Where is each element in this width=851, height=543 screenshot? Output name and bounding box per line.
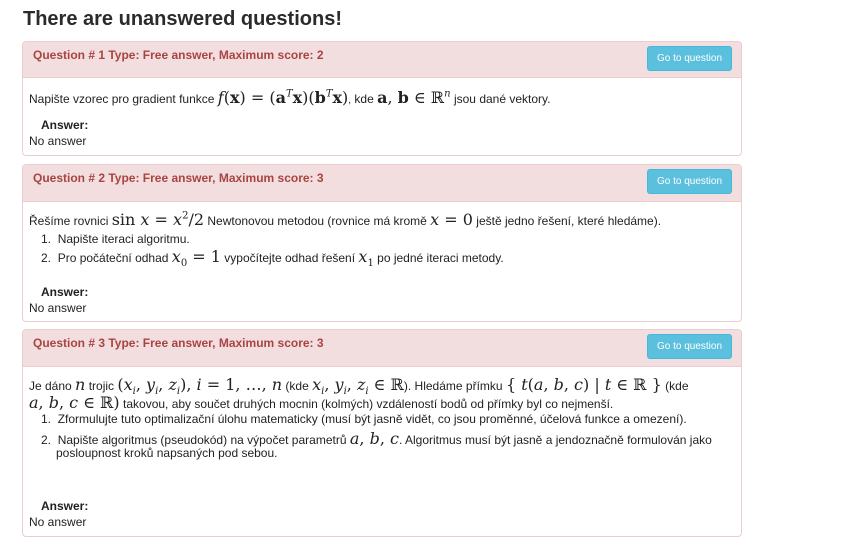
question-heading-1: [23, 42, 741, 78]
math-formula: a, b, c ∈ ℝ): [29, 393, 120, 412]
question-heading-3: [23, 330, 741, 367]
question-text-3b: a, b, c ∈ ℝ) takovou, aby součet druhých mocnin (kolmých) vzdáleností bodů od přímky byl co nejmenší.: [29, 393, 614, 412]
question-title-3: Question # 3 Type: Free answer, Maximum score: 3: [33, 336, 324, 350]
math-formula: $x_1$: [358, 247, 374, 270]
answer-value-3: No answer: [29, 515, 87, 529]
answer-label-2: Answer:: [41, 285, 89, 299]
math-formula: n: [75, 375, 86, 394]
page-title: There are unanswered questions!: [23, 8, 342, 30]
math-formula: a, b ∈ ℝ$^n$: [377, 88, 451, 107]
answer-value-2: No answer: [29, 301, 87, 315]
math-formula: $\sin x = x^2/2$: [111, 210, 205, 229]
math-formula: x = 0: [430, 210, 473, 229]
question-body-3: [23, 367, 741, 537]
question-panel-2: [22, 164, 742, 322]
question-text-1: Napište vzorec pro gradient funkce $f(x) = (a^Tx)(b^Tx)$, kde a, b ∈ ℝ$^n$ jsou dané vektory.: [29, 88, 551, 107]
math-formula: { t(a, b, c) | t ∈ ℝ }: [505, 375, 662, 394]
question-title-2: Question # 2 Type: Free answer, Maximum score: 3: [33, 171, 324, 185]
question-body-2: [23, 202, 741, 322]
go-to-question-2-button[interactable]: Go to question: [647, 169, 732, 194]
question-panel-1: [22, 41, 742, 156]
question-title-1: Question # 1 Type: Free answer, Maximum score: 2: [33, 48, 324, 62]
list-item: 2. Pro počáteční odhad $x_0 = 1$ vypočítejte odhad řešení $x_1$ po jedné iteraci metody.: [41, 247, 504, 270]
math-formula: $x_i$, $y_i$, $z_i$ ∈ ℝ: [312, 375, 404, 398]
list-item-continuation: posloupnost kroků napsaných pod sebou.: [56, 446, 278, 460]
list-item: 1. Zformulujte tuto optimalizační úlohu matematicky (musí být jasně vidět, co jsou proměnné, účelová funkce a omezení).: [41, 412, 687, 426]
question-heading-2: [23, 165, 741, 202]
go-to-question-1-button[interactable]: Go to question: [647, 46, 732, 71]
answer-value-1: No answer: [29, 134, 87, 148]
math-formula: ($x_i$, $y_i$, $z_i$), i = 1, …, n: [117, 375, 283, 398]
math-formula: $x_0 = 1$: [171, 247, 221, 270]
math-formula: a, b, c: [349, 429, 399, 448]
question-panel-3: [22, 329, 742, 537]
go-to-question-3-button[interactable]: Go to question: [647, 334, 732, 359]
math-formula: $f(x) = (a^Tx)(b^Tx)$: [217, 88, 349, 107]
question-body-1: [23, 78, 741, 156]
answer-label-3: Answer:: [41, 499, 89, 513]
question-text-2: Řešíme rovnici $\sin x = x^2/2$ Newtonovou metodou (rovnice má kromě x = 0 ještě jedno řešení, které hledáme).: [29, 210, 662, 229]
answer-label-1: Answer:: [41, 118, 89, 132]
list-item: 2. Napište algoritmus (pseudokód) na výpočet parametrů a, b, c. Algoritmus musí být jasně a jendoznačně formulován jako: [41, 429, 712, 448]
question-text-3: Je dáno n trojic ($x_i$, $y_i$, $z_i$), i = 1, …, n (kde $x_i$, $y_i$, $z_i$ ∈ ℝ). Hledáme přímku { t(a, b, c) | t ∈ ℝ } (kde: [29, 375, 689, 398]
list-item: 1. Napište iteraci algoritmu.: [41, 232, 190, 246]
